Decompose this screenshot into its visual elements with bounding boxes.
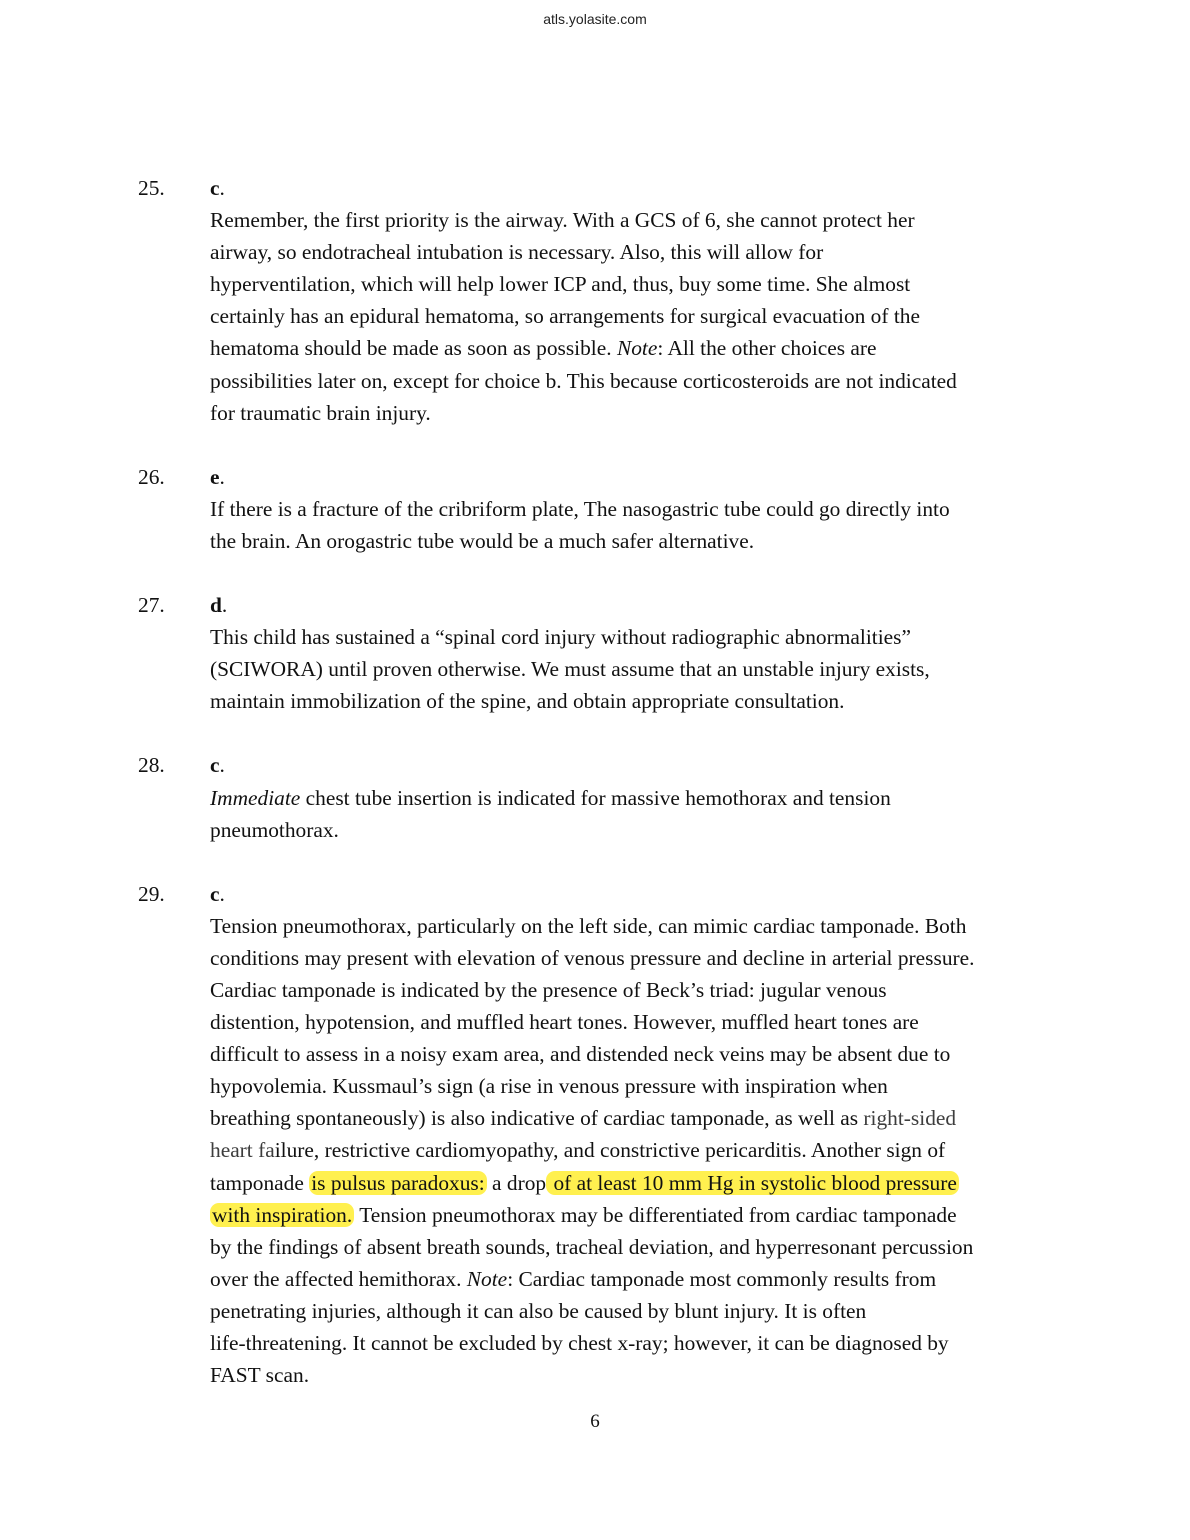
explanation-line: Cardiac tamponade is indicated by the presence of Beck’s triad: jugular venous <box>210 977 887 1002</box>
highlight: of at least 10 mm Hg in systolic blood pressure <box>548 1170 957 1195</box>
explanation-line: the brain. An orogastric tube would be a much safer alternative. <box>210 528 755 553</box>
explanation-line: possibilities later on, except for choice b. This because corticosteroids are not indicated <box>210 368 957 393</box>
explanation-line: airway, so endotracheal intubation is necessary. Also, this will allow for <box>210 240 824 265</box>
explanation-line: (SCIWORA) until proven otherwise. We must assume that an unstable injury exists, <box>210 657 930 682</box>
note-label: Note <box>616 336 658 361</box>
explanation-line: This child has sustained a “spinal cord injury without radiographic abnormalities” <box>210 625 911 650</box>
answer-letter: c <box>210 881 220 906</box>
explanation-line: hypovolemia. Kussmaul’s sign (a rise in venous pressure with inspiration when <box>210 1074 888 1099</box>
page-number: 6 <box>590 1411 600 1432</box>
highlight: is pulsus paradoxus: <box>311 1170 485 1195</box>
answer-item-25: 25. c. Remember, the first priority is the airway. With a GCS of 6, she cannot protect her airway, so endotracheal intubation is necessary. Also, this will allow for hyperventilation, which will help lower ICP and, thus, buy some time. She almost certainly has an epidural hematoma, so arrangements for surgical evacuation of the hematoma should be made as soon as possible. Note: All the other choices are possibilities later on, except for choice b. This because corticosteroids are not indicated for traumatic brain injury. <box>138 172 1058 429</box>
explanation-line: certainly has an epidural hematoma, so arrangements for surgical evacuation of the <box>210 304 920 329</box>
explanation-line: heart failure, restrictive cardiomyopathy, and constrictive pericarditis. Another sign of <box>210 1138 946 1163</box>
answer-item-28: 28. c. Immediate chest tube insertion is indicated for massive hemothorax and tension pneumothorax. <box>138 749 1058 845</box>
answer-letter: e <box>210 464 220 489</box>
explanation-line: for traumatic brain injury. <box>210 400 431 425</box>
explanation-line: hyperventilation, which will help lower ICP and, thus, buy some time. She almost <box>210 272 911 297</box>
explanation-line: Remember, the first priority is the airway. With a GCS of 6, she cannot protect her <box>210 208 915 233</box>
highlight: with inspiration. <box>212 1202 353 1227</box>
explanation-line: over the affected hemithorax. Note: Cardiac tamponade most commonly results from <box>210 1266 937 1291</box>
question-number: 28. <box>138 753 165 778</box>
answer-letter: c <box>210 176 220 200</box>
explanation-line: maintain immobilization of the spine, and obtain appropriate consultation. <box>210 689 845 714</box>
note-label: Note <box>466 1266 508 1291</box>
explanation-line: Immediate chest tube insertion is indicated for massive hemothorax and tension <box>210 785 891 810</box>
answer-item-29: 29. c. Tension pneumothorax, particularly on the left side, can mimic cardiac tamponade. Both conditions may present with elevation of venous pressure and decline in arterial pressure. Cardiac tamponade is indicated by the presence of Beck’s triad: jugular venous distention, hypotension, and muffled heart tones. However, muffled heart tones are difficult to assess in a noisy exam area, and distended neck veins may be absent due to hypovolemia. Kussmaul’s sign (a rise in venous pressure with inspiration when breathing spontaneously) is also indicative of cardiac tamponade, as well as right-sided heart failure, restrictive cardiomyopathy, and constrictive pericarditis. Another sign of tamponade is pulsus paradoxus: a drop of at least 10 mm Hg in systolic blood pressure with inspiration. Tension pneumothorax may be differentiated from cardiac tamponade by the findings of absent breath sounds, tracheal deviation, and hyperresonant percussion over the affected hemithorax. Note: Cardiac tamponade most commonly results from penetrating injuries, although it can also be caused by blunt injury. It is often life-threatening. It cannot be excluded by chest x-ray; however, it can be diagnosed by FAST scan. <box>138 878 1058 1392</box>
answer-letter: c <box>210 753 220 778</box>
question-number: 25. <box>138 176 165 200</box>
explanation-line: difficult to assess in a noisy exam area, and distended neck veins may be absent due to <box>210 1042 951 1067</box>
explanation-line: life-threatening. It cannot be excluded by chest x-ray; however, it can be diagnosed by <box>210 1331 949 1355</box>
explanation-line: distention, hypotension, and muffled heart tones. However, muffled heart tones are <box>210 1010 919 1035</box>
answer-list <box>138 172 1058 1423</box>
explanation-line: penetrating injuries, although it can also be caused by blunt injury. It is often <box>210 1298 867 1323</box>
site-header: atls.yolasite.com <box>543 11 647 27</box>
explanation-line: breathing spontaneously) is also indicative of cardiac tamponade, as well as right-sided <box>210 1106 957 1131</box>
explanation-line: pneumothorax. <box>210 817 339 842</box>
question-number: 27. <box>138 593 165 618</box>
emphasis: Immediate <box>210 785 301 810</box>
explanation-line: Tension pneumothorax, particularly on the left side, can mimic cardiac tamponade. Both <box>210 913 967 938</box>
answer-letter: d <box>210 593 222 618</box>
answer-item-27: 27. d. This child has sustained a “spinal cord injury without radiographic abnormalities” (SCIWORA) until proven otherwise. We must assume that an unstable injury exists, maintain immobilization of the spine, and obtain appropriate consultation. <box>138 589 1058 717</box>
explanation-line: If there is a fracture of the cribriform plate, The nasogastric tube could go directly into <box>210 496 950 521</box>
question-number: 29. <box>138 881 165 906</box>
question-number: 26. <box>138 464 165 489</box>
explanation-line: hematoma should be made as soon as possible. Note: All the other choices are <box>210 336 877 361</box>
explanation-line: FAST scan. <box>210 1363 310 1388</box>
answer-item-26: 26. e. If there is a fracture of the cribriform plate, The nasogastric tube could go directly into the brain. An orogastric tube would be a much safer alternative. <box>138 461 1058 557</box>
explanation-line: conditions may present with elevation of venous pressure and decline in arterial pressure. <box>210 945 975 970</box>
explanation-line: tamponade is pulsus paradoxus: a drop of at least 10 mm Hg in systolic blood pressure <box>210 1170 957 1195</box>
explanation-line: by the findings of absent breath sounds, tracheal deviation, and hyperresonant percussion <box>210 1234 974 1259</box>
explanation-line: with inspiration. Tension pneumothorax may be differentiated from cardiac tamponade <box>212 1202 957 1227</box>
